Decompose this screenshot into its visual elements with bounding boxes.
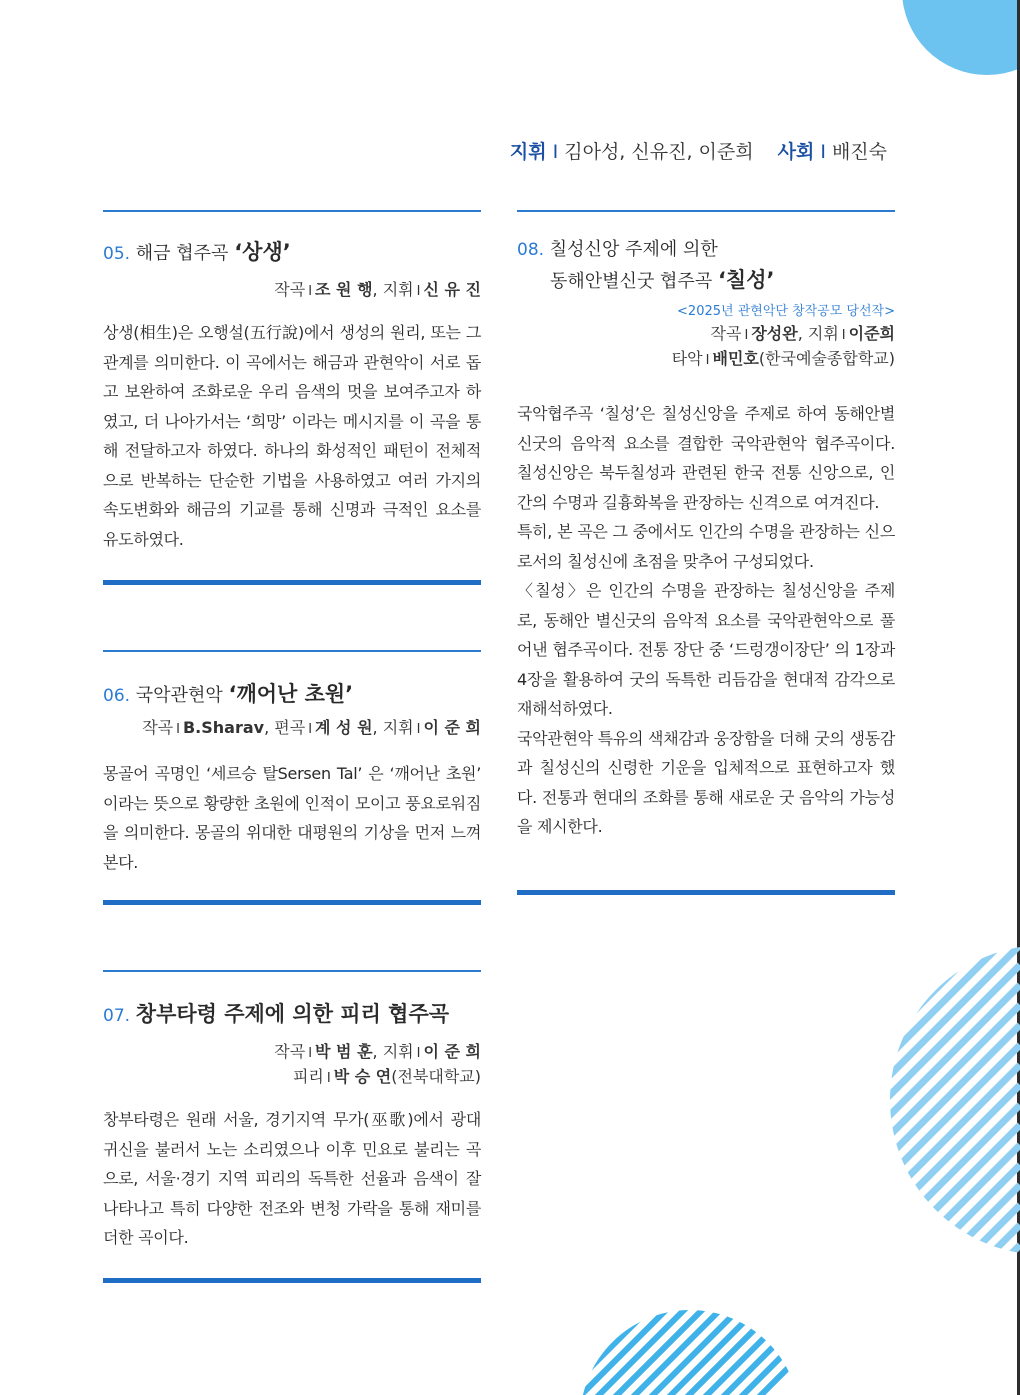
conductor-names: 김아성, 신유진, 이준희 [564, 141, 754, 163]
separator: I [552, 141, 559, 163]
program-heading [517, 236, 895, 264]
conductor-label: 지휘 [509, 141, 547, 163]
conductor-name: 이 준 희 [423, 718, 481, 737]
program-title: ‘칠성’ [717, 268, 775, 292]
conductor-label: 지휘 [382, 718, 414, 737]
program-description-p4: 국악관현악 특유의 색채감과 웅장함을 더해 굿의 생동감과 칠성신의 신령한 기운을 입체적으로 표현하고자 했다. 전통과 현대의 조화를 통해 새로운 굿 음악의 가능성을 제시한다. [517, 728, 895, 836]
composer-name: 박 범 훈 [315, 1042, 373, 1061]
soloist-affiliation: (전북대학교) [391, 1067, 481, 1086]
program-number: 06. [103, 686, 131, 706]
section-top-rule [103, 210, 481, 212]
percussion-credit: 타악 I 배민호(한국예술종합학교) [671, 349, 895, 368]
program-description-p3: 〈칠성〉은 인간의 수명을 관장하는 칠성신앙을 주제로, 동해안 별신굿의 음악적 요소를 국악관현악으로 풀어낸 협주곡이다. 전통 장단 중 ‘드렁갱이장단’ 의 1장과 4장을 활용하여 굿의 독특한 리듬감을 현대적 감각으로 재해석하였다. [517, 581, 895, 718]
section-bottom-rule [517, 890, 895, 895]
program-heading [103, 680, 481, 710]
program-item-07 [103, 970, 481, 1284]
program-credit: 작곡 I 조 원 행, 지휘 I 신 유 진 [274, 280, 481, 299]
soloist-credit: 피리 I 박 승 연(전북대학교) [292, 1067, 481, 1086]
program-prefix: 국악관현악 [135, 685, 223, 706]
program-prefix-line2: 동해안별신굿 협주곡 [550, 271, 713, 292]
percussion-name: 배민호 [712, 349, 759, 368]
program-number: 05. [103, 244, 131, 264]
section-bottom-rule [103, 1278, 481, 1283]
conductor-name: 이 준 희 [423, 1042, 481, 1061]
performance-credits [510, 137, 887, 164]
section-top-rule [103, 970, 481, 972]
program-number: 07. [103, 1006, 131, 1026]
program-heading [103, 238, 481, 268]
program-prefix-line1: 칠성신앙 주제에 의한 [549, 239, 718, 260]
separator: I [820, 141, 826, 163]
conductor-label: 지휘 [807, 324, 839, 343]
composer-label: 작곡 [274, 280, 306, 299]
arranger-name: 계 성 원 [315, 718, 373, 737]
program-description: 상생(相生)은 오행설(五行說)에서 생성의 원리, 또는 그 관계를 의미한다. 이 곡에서는 해금과 관현악이 서로 돕고 보완하여 조화로운 우리 음색의 멋을 보여주고자 하였고, 더 나아가서는 ‘희망’ 이라는 메시지를 이 곡을 통해 전달하고자 하였다. 하나의 화성적인 패턴이 전체적으로 반복하는 단순한 기법을 사용하였고 여러 가지의 속도변화와 해금의 기교를 통해 신명과 극적인 요소를 유도하였다. [103, 323, 481, 549]
decorative-stripes-bottom [580, 1310, 800, 1395]
program-title: 창부타령 주제에 의한 피리 협주곡 [135, 1002, 450, 1026]
composer-label: 작곡 [710, 324, 742, 343]
program-heading-line2 [517, 266, 895, 296]
conductor-name: 이준희 [848, 324, 895, 343]
program-description: 몽골어 곡명인 ‘세르승 탈Sersen Tal’ 은 ‘깨어난 초원’ 이라는 뜻으로 황량한 초원에 인적이 모이고 풍요로워짐을 의미한다. 몽골의 위대한 대평원의 기상을 먼저 느껴본다. [103, 764, 481, 872]
program-credit: 작곡 I 박 범 훈, 지휘 I 이 준 희 [274, 1042, 481, 1061]
composer-name: 장성완 [751, 324, 798, 343]
soloist-name: 박 승 연 [333, 1067, 392, 1086]
program-item-06 [103, 650, 481, 906]
section-top-rule [517, 210, 895, 212]
host-names: 배진숙 [831, 141, 887, 163]
program-prefix: 해금 협주곡 [135, 243, 229, 264]
program-number: 08. [517, 240, 545, 260]
award-note: <2025년 관현악단 창작공모 당선작> [677, 304, 895, 319]
program-heading [103, 1000, 481, 1030]
program-title: ‘상생’ [234, 240, 291, 264]
decorative-circle [902, 0, 1020, 75]
program-description-p2: 특히, 본 곡은 그 중에서도 인간의 수명을 관장하는 신으로서의 칠성신에 초점을 맞추어 구성되었다. [517, 522, 895, 571]
composer-name: 조 원 행 [315, 280, 373, 299]
composer-label: 작곡 [274, 1042, 306, 1061]
section-bottom-rule [103, 900, 481, 905]
program-item-08 [517, 210, 895, 896]
conductor-label: 지휘 [382, 280, 414, 299]
conductor-name: 신 유 진 [423, 280, 481, 299]
program-description: 창부타령은 원래 서울, 경기지역 무가(巫歌)에서 광대 귀신을 불러서 노는 소리였으나 이후 민요로 불리는 곡으로, 서울·경기 지역 피리의 독특한 선율과 음색이 잘 나타나고 특히 다양한 전조와 변청 가락을 통해 재미를 더한 곡이다. [103, 1110, 481, 1247]
conductor-label: 지휘 [382, 1042, 414, 1061]
program-title: ‘깨어난 초원’ [228, 682, 354, 706]
program-credit: 작곡 I B.Sharav, 편곡 I 계 성 원, 지휘 I 이 준 희 [142, 718, 481, 737]
composer-label: 작곡 [142, 718, 174, 737]
program-item-05 [103, 210, 481, 586]
percussion-label: 타악 [671, 349, 703, 368]
decorative-stripes-right [880, 945, 1020, 1255]
section-bottom-rule [103, 580, 481, 585]
percussion-affiliation: (한국예술종합학교) [758, 349, 895, 368]
composer-name: B.Sharav [182, 718, 265, 737]
arranger-label: 편곡 [274, 718, 306, 737]
section-top-rule [103, 650, 481, 652]
program-description-p1: 국악협주곡 ‘칠성’은 칠성신앙을 주제로 하여 동해안별신굿의 음악적 요소를 결합한 국악관현악 협주곡이다. 칠성신앙은 북두칠성과 관련된 한국 전통 신앙으로, 인간의 수명과 길흉화복을 관장하는 신격으로 여겨진다. [517, 404, 895, 512]
program-credit: 작곡 I 장성완, 지휘 I 이준희 [710, 324, 895, 343]
host-label: 사회 [777, 141, 815, 163]
soloist-label: 피리 [292, 1067, 324, 1086]
